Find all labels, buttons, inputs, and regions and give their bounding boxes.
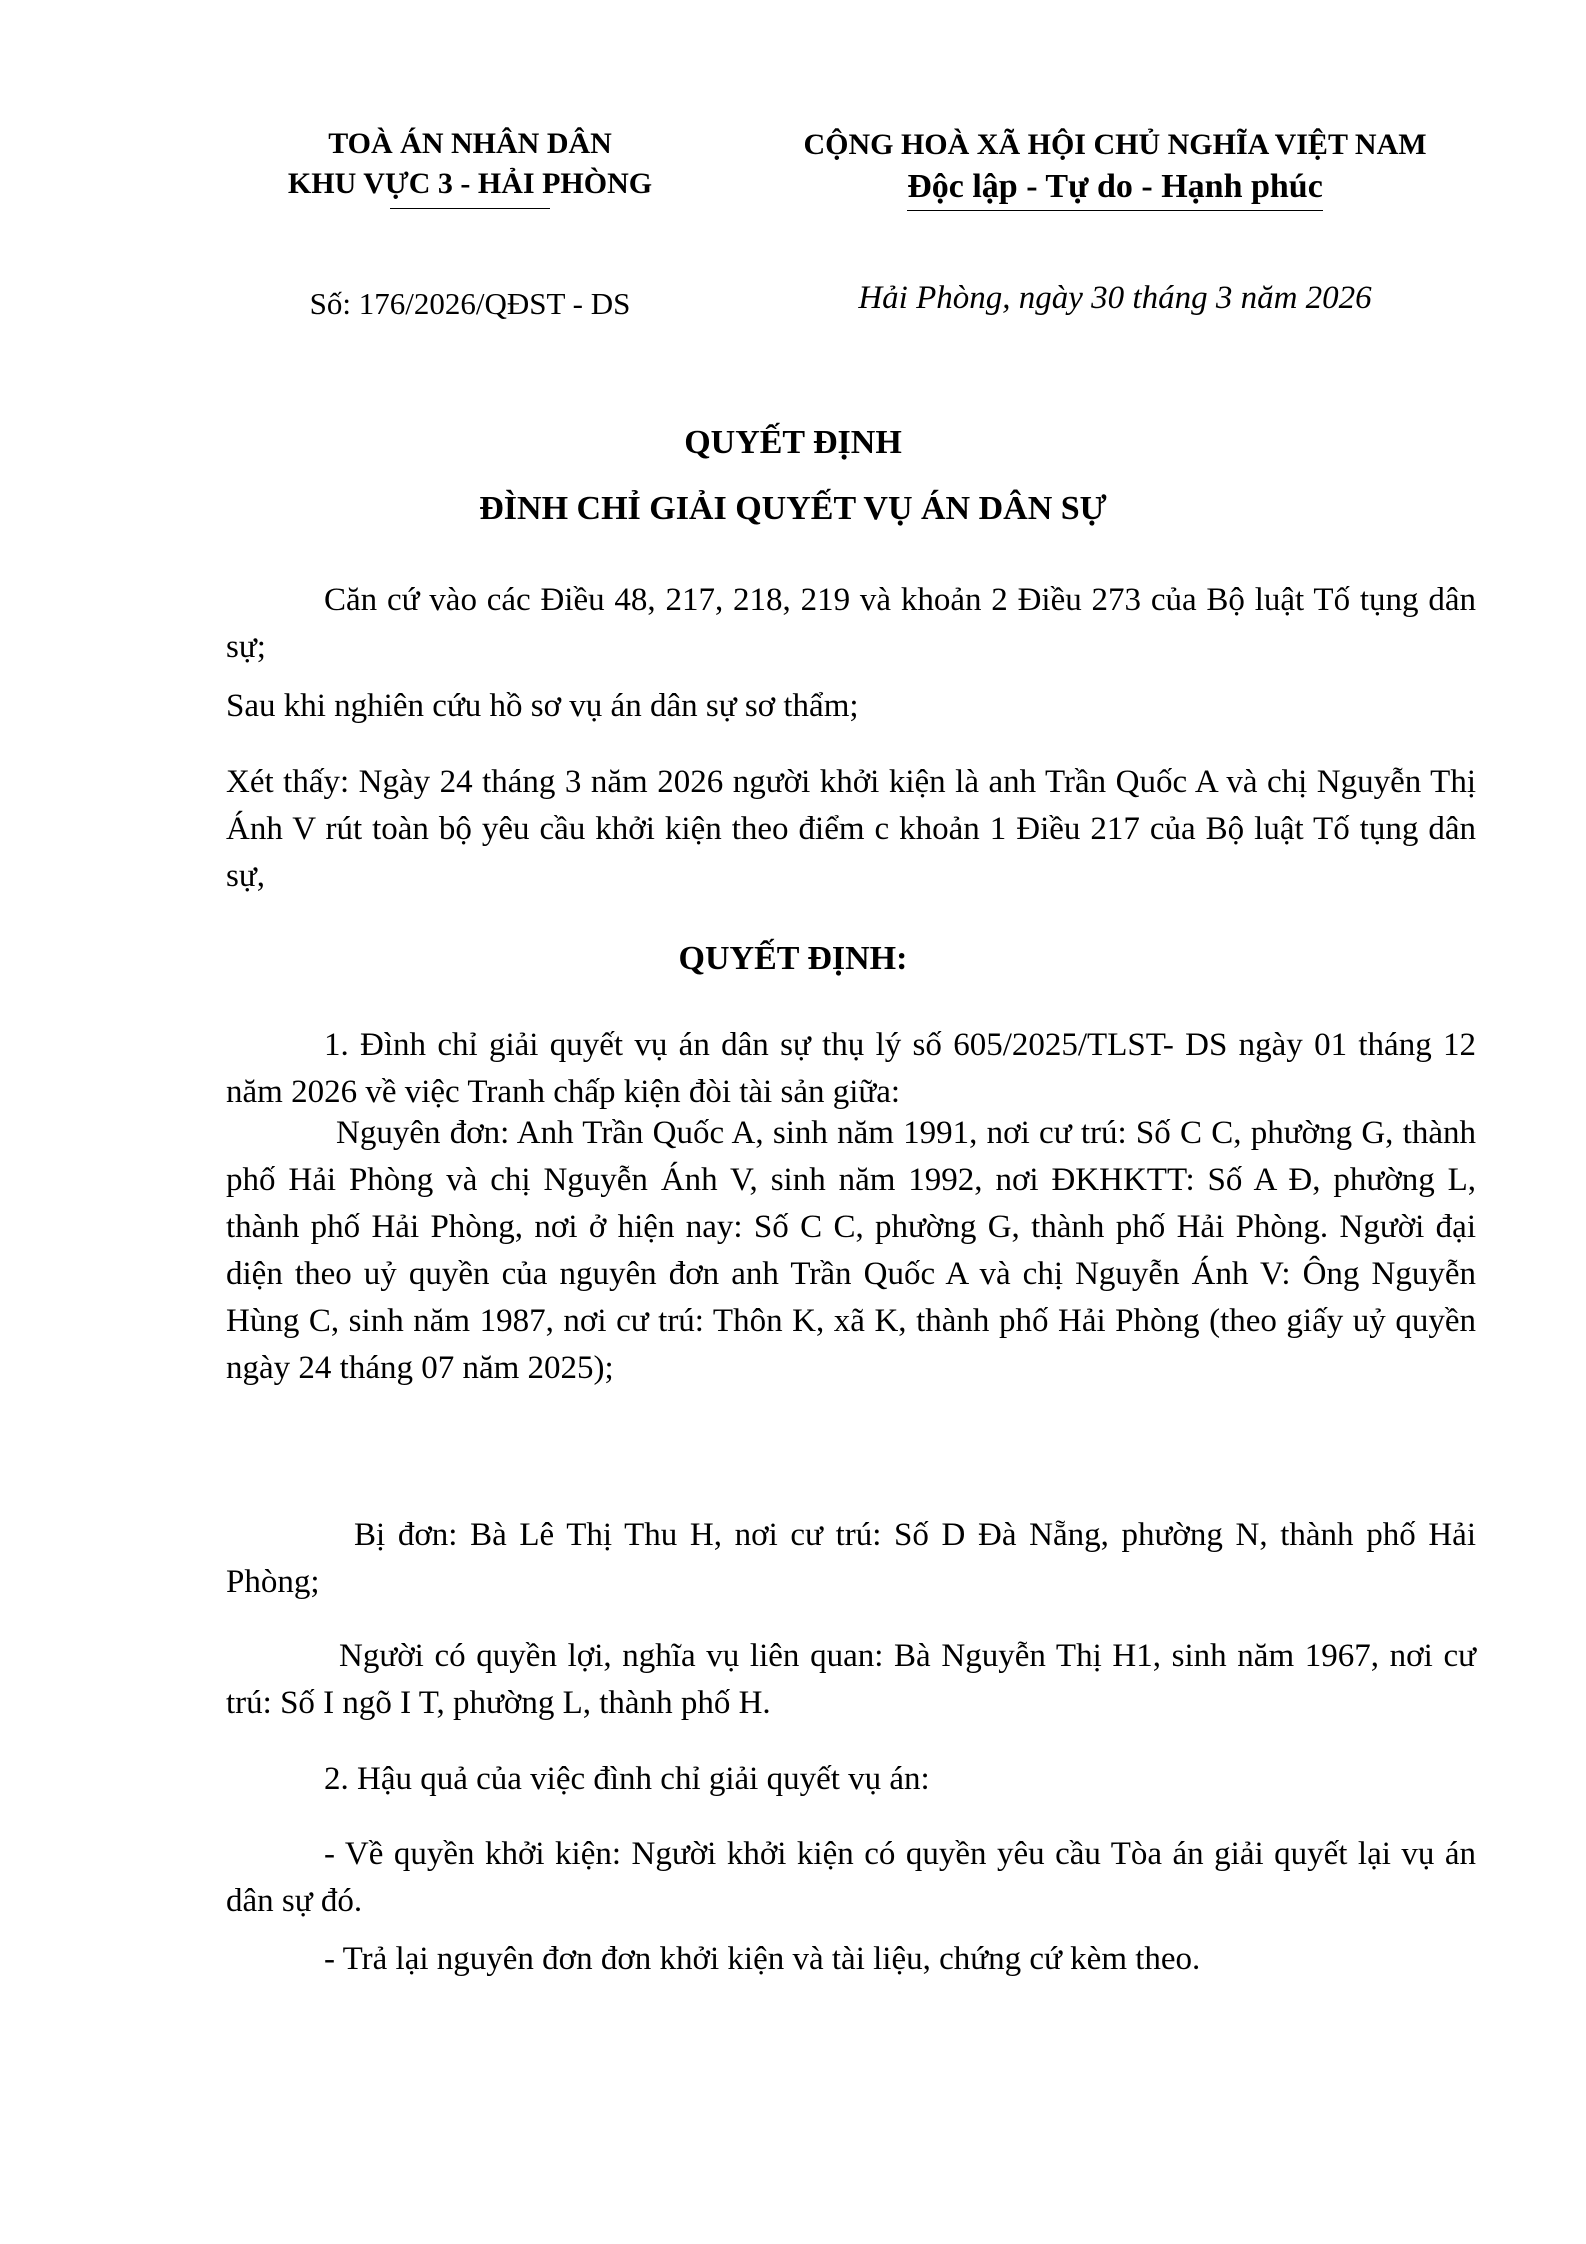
decision-heading: QUYẾT ĐỊNH: xyxy=(678,940,908,977)
document-number: Số: 176/2026/QĐST - DS xyxy=(309,286,631,321)
related-party-paragraph: Người có quyền lợi, nghĩa vụ liên quan: Bà Nguyễn Thị H1, sinh năm 1967, nơi cư trú: Số I ngõ I T, phường L, thành phố H. xyxy=(226,1638,1476,1721)
plaintiff-paragraph: Nguyên đơn: Anh Trần Quốc A, sinh năm 1991, nơi cư trú: Số C C, phường G, thành phố Hải Phòng và chị Nguyễn Ánh V, sinh năm 1992, nơi ĐKHKTT: Số A Đ, phường L, thành phố Hải Phòng, nơi ở hiện nay: Số C C, phường G, thành phố Hải Phòng. Người đại diện theo uỷ quyền của nguyên đơn anh Trần Quốc A và chị Nguyễn Ánh V: Ông Nguyễn Hùng C, sinh năm 1987, nơi cư trú: Thôn K, xã K, thành phố Hải Phòng (theo giấy uỷ quyền ngày 24 tháng 07 năm 2025); xyxy=(226,1115,1476,1386)
court-name: TOÀ ÁN NHÂN DÂN xyxy=(328,127,612,160)
basis-finding: Xét thấy: Ngày 24 tháng 3 năm 2026 người khởi kiện là anh Trần Quốc A và chị Nguyễn Thị Ánh V rút toàn bộ yêu cầu khởi kiện theo điểm c khoản 1 Điều 217 của Bộ luật Tố tụng dân sự, xyxy=(226,764,1476,894)
nation-name: CỘNG HOÀ XÃ HỘI CHỦ NGHĨA VIỆT NAM xyxy=(803,128,1427,161)
document-title: QUYẾT ĐỊNH xyxy=(684,424,902,461)
consequence-1: - Về quyền khởi kiện: Người khởi kiện có quyền yêu cầu Tòa án giải quyết lại vụ án dân sự đó. xyxy=(226,1836,1476,1919)
consequence-2: - Trả lại nguyên đơn đơn khởi kiện và tài liệu, chứng cứ kèm theo. xyxy=(324,1941,1201,1977)
court-region: KHU VỰC 3 - HẢI PHÒNG xyxy=(287,167,653,200)
nation-motto: Độc lập - Tự do - Hạnh phúc xyxy=(907,166,1323,211)
defendant-paragraph: Bị đơn: Bà Lê Thị Thu H, nơi cư trú: Số D Đà Nẵng, phường N, thành phố Hải Phòng; xyxy=(226,1517,1476,1600)
decision-item-1: 1. Đình chỉ giải quyết vụ án dân sự thụ lý số 605/2025/TLST- DS ngày 01 tháng 12 năm 2026 về việc Tranh chấp kiện đòi tài sản giữa: xyxy=(226,1027,1476,1110)
nation-header xyxy=(735,124,1495,214)
court-header xyxy=(240,124,700,209)
basis-legal: Căn cứ vào các Điều 48, 217, 218, 219 và khoản 2 Điều 273 của Bộ luật Tố tụng dân sự; xyxy=(226,582,1476,665)
basis-research: Sau khi nghiên cứu hồ sơ vụ án dân sự sơ thẩm; xyxy=(226,688,859,724)
document-subtitle: ĐÌNH CHỈ GIẢI QUYẾT VỤ ÁN DÂN SỰ xyxy=(479,490,1107,527)
decision-item-2: 2. Hậu quả của việc đình chỉ giải quyết vụ án: xyxy=(324,1761,930,1797)
document-date: Hải Phòng, ngày 30 tháng 3 năm 2026 xyxy=(858,280,1372,316)
court-underline xyxy=(390,208,550,209)
